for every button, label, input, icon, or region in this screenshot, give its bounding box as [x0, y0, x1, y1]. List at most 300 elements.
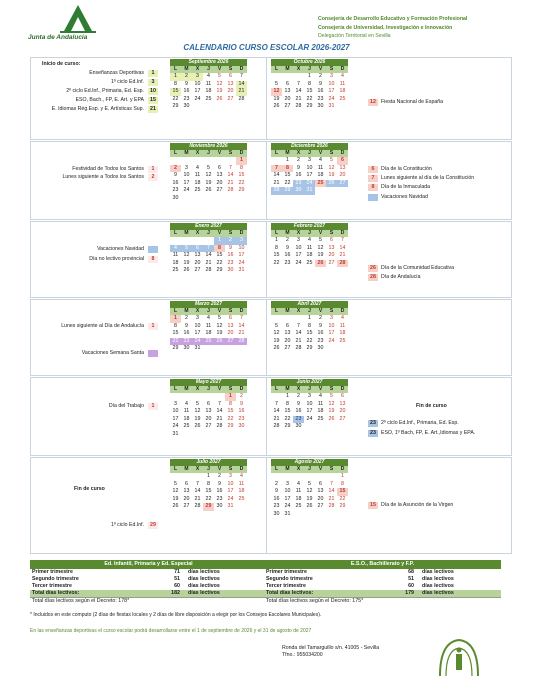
summary-label: Primer trimestre: [32, 569, 73, 575]
day-cell: 9: [174, 172, 177, 178]
day-header: L: [274, 150, 279, 156]
day-cell: 15: [238, 172, 245, 178]
day-cell: 25: [315, 180, 326, 188]
summary-count: 68: [408, 569, 414, 575]
day-cell: 20: [194, 259, 201, 266]
day-cell: 12: [306, 488, 313, 494]
day-cell: 11: [317, 164, 324, 171]
day-cell: 8: [174, 322, 177, 329]
day-cell: 2: [297, 157, 300, 163]
day-cell: 6: [229, 73, 232, 79]
day-cell: 30: [295, 423, 302, 429]
day-cell: 11: [306, 244, 313, 251]
day-cell: 28: [337, 260, 348, 268]
day-cell: 21: [205, 259, 212, 266]
junta-emblem-icon: [58, 3, 98, 33]
day-cell: 24: [328, 95, 335, 102]
day-cell: 5: [275, 80, 278, 87]
empty-cell: [326, 473, 337, 481]
legend-marker: 3: [148, 79, 158, 86]
day-cell: 30: [317, 103, 324, 109]
day-cell: 4: [185, 400, 188, 407]
day-cell: 17: [328, 88, 335, 94]
day-cell: 27: [216, 187, 223, 193]
day-cell: 12: [205, 172, 212, 178]
month-calendar: [271, 379, 348, 431]
day-header: S: [228, 466, 233, 472]
day-cell: 4: [308, 237, 311, 243]
day-cell: 8: [229, 400, 232, 407]
day-cell: 4: [207, 315, 210, 321]
day-cell: 30: [216, 503, 223, 509]
legend-label: Vacaciones Semana Santa: [81, 350, 144, 356]
day-cell: 1: [308, 73, 311, 79]
day-cell: 20: [284, 337, 291, 344]
day-cell: 1: [225, 393, 236, 401]
day-cell: 22: [172, 95, 179, 102]
day-cell: 15: [216, 252, 223, 258]
day-cell: 17: [295, 252, 302, 258]
month-title: Enero 2027: [170, 223, 247, 230]
day-cell: 25: [203, 338, 214, 346]
day-cell: 13: [339, 164, 346, 171]
day-cell: 26: [273, 103, 280, 109]
month-calendar: [271, 59, 348, 111]
day-headers: [170, 66, 247, 73]
empty-cell: [181, 473, 192, 481]
day-header: S: [329, 230, 334, 236]
day-cell: 13: [284, 88, 291, 94]
day-header: X: [195, 230, 200, 236]
day-header: D: [340, 466, 345, 472]
day-cell: 4: [341, 73, 344, 79]
day-cell: 18: [172, 259, 179, 266]
empty-cell: [271, 73, 282, 81]
day-cell: 11: [194, 172, 201, 178]
day-headers: [170, 308, 247, 315]
legend-label: Vacaciones Navidad: [97, 246, 144, 252]
day-cell: 9: [297, 164, 300, 171]
day-cell: 3: [174, 400, 177, 407]
day-header: X: [296, 230, 301, 236]
day-cell: 10: [194, 322, 201, 329]
day-header: V: [217, 386, 222, 392]
day-cell: 4: [341, 315, 344, 321]
day-cell: 5: [308, 480, 311, 487]
day-header: S: [228, 308, 233, 314]
day-cell: 4: [319, 393, 322, 399]
day-cell: 30: [317, 345, 324, 351]
legend-marker: [148, 246, 158, 253]
day-header: X: [195, 308, 200, 314]
day-cell: 6: [286, 80, 289, 87]
day-header: D: [239, 386, 244, 392]
day-cell: 15: [306, 88, 313, 94]
day-header: V: [217, 66, 222, 72]
day-cell: 11: [339, 322, 346, 329]
day-cell: 14: [273, 172, 280, 178]
org-name: Junta de Andalucía: [28, 34, 88, 41]
summary-count: 71: [174, 569, 180, 575]
day-cell: 15: [170, 88, 181, 96]
legend-marker: 8: [148, 256, 158, 263]
day-cell: 3: [330, 73, 333, 79]
day-cell: 1: [341, 473, 344, 479]
summary-label: Segundo trimestre: [266, 576, 313, 582]
day-cell: 29: [227, 423, 234, 429]
day-cell: 13: [205, 408, 212, 414]
legend-label: Fiesta Nacional de España: [381, 99, 443, 105]
day-cell: 26: [326, 180, 337, 188]
day-cell: 27: [225, 338, 236, 346]
summary-unit: días lectivos: [422, 590, 454, 596]
day-cell: 12: [183, 252, 190, 258]
day-cell: 3: [196, 315, 199, 321]
day-cell: 20: [205, 415, 212, 422]
day-cell: 18: [317, 408, 324, 414]
day-header: J: [207, 230, 210, 236]
day-cell: 18: [238, 488, 245, 494]
day-cell: 24: [183, 187, 190, 193]
summary-footer: Total días lectivos según el Decreto: 175*: [264, 597, 501, 604]
day-header: D: [239, 466, 244, 472]
day-cell: 25: [205, 95, 212, 102]
day-cell: 25: [238, 495, 245, 502]
empty-cell: [192, 393, 203, 401]
day-cell: 19: [216, 88, 223, 94]
day-cell: 6: [218, 164, 221, 171]
empty-cell: [203, 393, 214, 401]
day-cell: 18: [295, 495, 302, 502]
day-cell: 22: [205, 495, 212, 502]
day-cell: 21: [273, 179, 280, 186]
day-cell: 16: [183, 88, 190, 94]
summary-unit: días lectivos: [422, 576, 454, 582]
day-cell: 15: [227, 408, 234, 414]
day-cell: 30: [183, 103, 190, 109]
legend-label: Día de la Constitución: [381, 166, 432, 172]
day-cell: 8: [282, 165, 293, 173]
summary-unit: días lectivos: [188, 569, 220, 575]
day-cell: 14: [339, 244, 346, 251]
day-cell: 13: [339, 400, 346, 407]
day-cell: 28: [236, 338, 247, 346]
day-cell: 3: [308, 157, 311, 163]
day-cell: 31: [304, 187, 315, 195]
legend-label: Día de Andalucía: [381, 274, 421, 280]
day-cell: 21: [328, 495, 335, 502]
day-cell: 22: [339, 495, 346, 502]
day-cell: 18: [183, 415, 190, 422]
summary-title: E.S.O., Bachillerato y F.P.: [264, 560, 501, 569]
day-header: J: [308, 466, 311, 472]
andalucia-seal-icon: [432, 636, 487, 676]
legend-label: Fin de curso: [74, 486, 105, 492]
day-header: X: [296, 66, 301, 72]
day-cell: 5: [330, 157, 333, 163]
day-cell: 28: [328, 503, 335, 509]
empty-cell: [293, 73, 304, 81]
summary-row: [30, 583, 267, 590]
day-cell: 9: [229, 244, 232, 251]
day-header: L: [274, 466, 279, 472]
day-cell: 1: [286, 393, 289, 399]
day-headers: [271, 466, 348, 473]
day-cell: 10: [328, 322, 335, 329]
empty-cell: [181, 157, 192, 165]
day-cell: 16: [317, 88, 324, 94]
day-cell: 28: [216, 423, 223, 429]
day-cell: 30: [238, 423, 245, 429]
day-header: L: [173, 150, 178, 156]
day-cell: 24: [227, 495, 234, 502]
day-cell: 11: [172, 252, 179, 258]
summary-label: Segundo trimestre: [32, 576, 79, 582]
legend-marker: 1: [148, 70, 158, 77]
day-header: D: [239, 150, 244, 156]
day-header: M: [184, 150, 189, 156]
day-cell: 22: [306, 337, 313, 344]
row-divider: [266, 300, 267, 375]
day-cell: 27: [183, 503, 190, 509]
day-header: M: [184, 230, 189, 236]
day-cell: 12: [273, 330, 280, 336]
day-header: M: [285, 66, 290, 72]
day-cell: 7: [203, 245, 214, 253]
legend-label: 2º ciclo Ed.Inf., Primaria, Ed. Esp.: [66, 88, 144, 94]
legend-marker: 26: [368, 265, 378, 272]
day-cell: 4: [170, 245, 181, 253]
day-grid: [170, 157, 247, 202]
day-header: J: [308, 150, 311, 156]
day-cell: 6: [207, 400, 210, 407]
day-cell: 7: [271, 165, 282, 173]
summary-row: [264, 576, 501, 583]
day-cell: 19: [172, 495, 179, 502]
day-cell: 8: [174, 80, 177, 87]
legend-label: Inicio de curso:: [42, 61, 81, 67]
day-cell: 27: [227, 95, 234, 102]
day-cell: 2: [170, 165, 181, 173]
day-cell: 20: [227, 330, 234, 336]
day-cell: 13: [183, 488, 190, 494]
address-block: [282, 645, 379, 659]
legend-label: 1º ciclo Ed.Inf.: [110, 522, 144, 528]
day-header: S: [228, 230, 233, 236]
month-calendar: [271, 459, 348, 518]
day-cell: 10: [227, 480, 234, 487]
day-cell: 31: [227, 503, 234, 509]
legend-marker: 7: [368, 175, 378, 182]
day-header: L: [173, 466, 178, 472]
day-grid: [170, 73, 247, 111]
day-cell: 12: [328, 400, 335, 407]
day-cell: 7: [297, 80, 300, 87]
day-cell: 27: [205, 423, 212, 429]
legend-marker: 6: [368, 166, 378, 173]
day-cell: 11: [339, 80, 346, 87]
day-cell: 19: [306, 495, 313, 502]
day-cell: 19: [273, 95, 280, 102]
day-cell: 16: [284, 252, 291, 258]
legend-label: Día de la Asunción de la Virgen: [381, 502, 454, 508]
day-header: M: [184, 66, 189, 72]
day-cell: 6: [185, 480, 188, 487]
month-calendar: [170, 379, 247, 438]
day-cell: 23: [183, 95, 190, 102]
day-cell: 29: [306, 103, 313, 109]
header-consejerias: [318, 15, 467, 41]
row-divider: [266, 458, 267, 553]
month-title: Julio 2027: [170, 459, 247, 466]
day-cell: 26: [214, 338, 225, 346]
month-calendar: [170, 301, 247, 353]
day-header: S: [329, 386, 334, 392]
day-cell: 29: [216, 267, 223, 273]
summary-count: 60: [408, 583, 414, 589]
day-cell: 12: [216, 322, 223, 329]
empty-cell: [170, 473, 181, 481]
summary-label: Tercer trimestre: [266, 583, 306, 589]
legend-marker: 10: [148, 88, 158, 95]
day-cell: 14: [227, 172, 234, 178]
day-headers: [271, 150, 348, 157]
day-cell: 27: [328, 259, 335, 266]
empty-cell: [282, 473, 293, 481]
day-cell: 26: [328, 415, 335, 422]
legend-marker: 15: [368, 502, 378, 509]
day-cell: 26: [216, 95, 223, 102]
day-cell: 27: [194, 267, 201, 273]
summary-count: 182: [171, 590, 180, 596]
day-cell: 6: [229, 315, 232, 321]
day-cell: 19: [194, 415, 201, 422]
day-header: L: [274, 308, 279, 314]
day-cell: 31: [172, 430, 179, 437]
day-cell: 17: [183, 179, 190, 186]
day-cell: 28: [271, 187, 282, 195]
day-cell: 11: [205, 322, 212, 329]
day-cell: 24: [284, 503, 291, 509]
day-cell: 3: [308, 393, 311, 399]
day-cell: 18: [317, 172, 324, 178]
day-cell: 11: [317, 400, 324, 407]
day-cell: 23: [238, 415, 245, 422]
day-cell: 17: [284, 495, 291, 502]
day-cell: 1: [170, 315, 181, 323]
day-header: S: [329, 66, 334, 72]
legend-marker: 28: [368, 274, 378, 281]
month-title: Octubre 2026: [271, 59, 348, 66]
day-cell: 3: [297, 237, 300, 243]
empty-cell: [181, 393, 192, 401]
day-cell: 30: [273, 510, 280, 517]
day-cell: 15: [284, 408, 291, 414]
day-cell: 30: [172, 194, 179, 201]
day-cell: 25: [339, 95, 346, 102]
summary-row: [264, 569, 501, 576]
day-cell: 3: [229, 473, 232, 479]
day-cell: 1: [308, 315, 311, 321]
day-cell: 3: [330, 315, 333, 321]
day-header: S: [228, 66, 233, 72]
day-cell: 7: [196, 480, 199, 487]
day-cell: 25: [339, 337, 346, 344]
day-header: X: [195, 386, 200, 392]
day-header: D: [340, 150, 345, 156]
day-cell: 2: [319, 315, 322, 321]
day-cell: 15: [306, 330, 313, 336]
empty-cell: [293, 473, 304, 481]
day-cell: 8: [286, 400, 289, 407]
day-header: D: [340, 308, 345, 314]
day-header: V: [318, 150, 323, 156]
day-header: L: [173, 308, 178, 314]
day-grid: [170, 237, 247, 275]
legend-label: Festividad de Todos los Santos: [72, 166, 144, 172]
footnote-deportivas: En las enseñanzas deportivas el curso escolar podrá desarrollarse entre el 1 de septiembre de 2026 y el 31 de agosto de 2027: [30, 628, 312, 634]
junta-logo: [28, 3, 108, 43]
day-cell: 22: [170, 338, 181, 346]
day-cell: 11: [238, 480, 245, 487]
day-header: M: [184, 386, 189, 392]
day-cell: 30: [183, 345, 190, 351]
empty-cell: [293, 315, 304, 323]
address: Ronda del Tamarguillo s/n. 41005 - Sevilla: [282, 645, 380, 651]
day-cell: 28: [273, 423, 280, 429]
day-cell: 9: [185, 80, 188, 87]
day-cell: 20: [284, 95, 291, 102]
summary-eso-bach-fp: [264, 560, 501, 604]
day-cell: 20: [339, 408, 346, 414]
day-cell: 5: [275, 322, 278, 329]
day-cell: 7: [240, 73, 243, 79]
day-header: M: [285, 466, 290, 472]
day-cell: 7: [229, 164, 232, 171]
day-cell: 12: [216, 80, 223, 87]
empty-cell: [304, 473, 315, 481]
day-cell: 26: [183, 267, 190, 273]
day-cell: 6: [337, 157, 348, 165]
day-cell: 3: [192, 73, 203, 81]
day-cell: 16: [317, 330, 324, 336]
legend-marker: 15: [148, 97, 158, 104]
row-divider: [266, 222, 267, 297]
day-cell: 4: [319, 157, 322, 163]
day-header: V: [217, 150, 222, 156]
day-cell: 8: [308, 322, 311, 329]
day-cell: 24: [238, 259, 245, 266]
day-header: D: [340, 386, 345, 392]
day-cell: 14: [273, 408, 280, 414]
day-header: D: [340, 66, 345, 72]
legend-label: Fin de curso: [416, 403, 447, 409]
month-calendar: [271, 143, 348, 195]
legend-label: Lunes siguiente al Día de Andalucía: [61, 323, 144, 329]
day-header: X: [296, 386, 301, 392]
day-cell: 23: [172, 187, 179, 193]
day-header: V: [318, 466, 323, 472]
day-cell: 17: [194, 88, 201, 94]
month-title: Junio 2027: [271, 379, 348, 386]
day-headers: [170, 230, 247, 237]
month-calendar: [170, 459, 247, 511]
day-cell: 3: [236, 237, 247, 245]
day-cell: 16: [295, 172, 302, 178]
day-cell: 29: [282, 187, 293, 195]
day-cell: 6: [330, 237, 333, 243]
day-cell: 12: [317, 244, 324, 251]
